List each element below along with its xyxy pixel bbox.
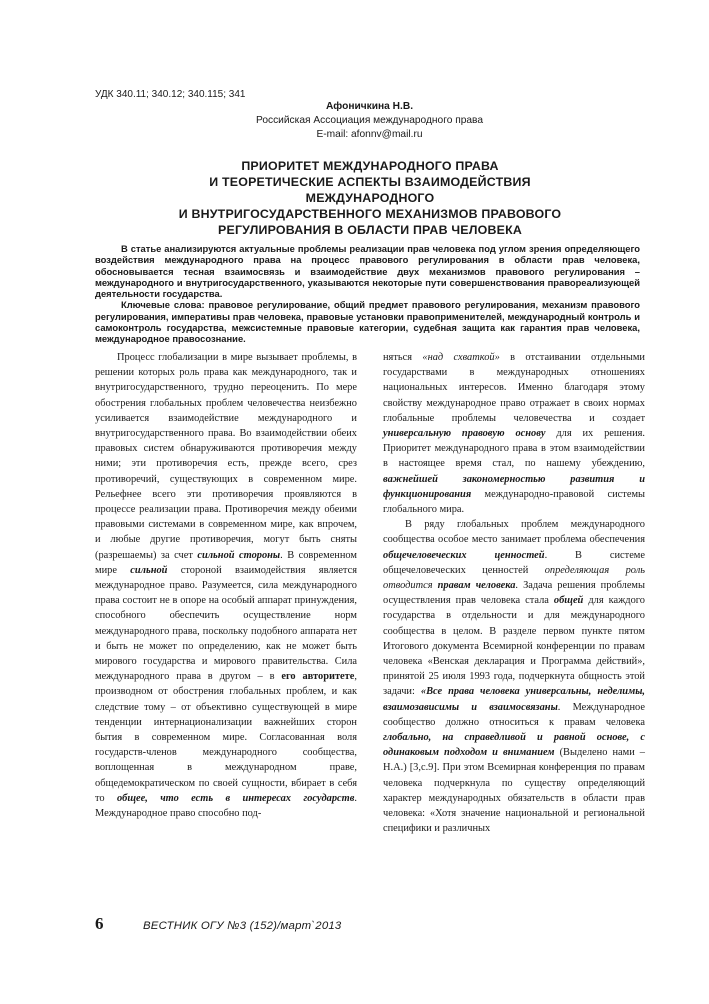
abstract-text: В статье анализируются актуальные проблемы реализации прав человека под углом зрения определяющего воздействия международного права на процесс правового регулирования в области прав человека, обосновывается тесная взаимосвязь и взаимодействие двух механизмов правового регулирования – международного и внутригосударственного, указываются некоторые пути совершенствования правореализующей деятельности государства.: [95, 243, 640, 300]
author-block: [0, 100, 709, 142]
body-text: Процесс глобализации в мире вызывает проблемы, в решении которых роль права как международного, так и внутригосударственного, трудно переоценить. По мере обострения глобальных проблем человечества неизбежно усиливается взаимодействие международного и внутригосударственного права. Во взаимодействии обеих правовых систем обнаруживаются противоречия между ними; эти противоречия есть, прежде всего, срез противоречий, существующих в современном мире. Рельефнее всего эти противоречия проявляются в процессе реализации права. Противоречия между обеими правовыми системами в современном мире, как впрочем, и любые другие противоречия, могут быть сняты (разрешаемы) за счет: [95, 352, 357, 561]
emphasis-text: правам человека: [437, 580, 516, 592]
body-text: няться: [383, 352, 423, 363]
body-text: В ряду глобальных проблем международного сообщества особое место занимает проблема обеспечения: [383, 519, 645, 546]
emphasis-text: общей: [553, 595, 584, 607]
body-text: международно-правовой системы глобального мира.: [383, 488, 645, 516]
abstract: [95, 243, 640, 345]
author-affiliation: Российская Ассоциация международного права: [255, 115, 484, 126]
emphasis-text: универсальную правовую основу: [383, 428, 546, 440]
body-paragraph: [95, 350, 357, 821]
emphasis-text: его авторитете: [281, 671, 355, 683]
title-line: РЕГУЛИРОВАНИЯ В ОБЛАСТИ ПРАВ ЧЕЛОВЕКА: [218, 223, 522, 237]
page-footer: [95, 914, 495, 941]
author-name: Афоничкина Н.В.: [325, 101, 414, 112]
body-column-left: [95, 350, 357, 821]
body-text: (Выделено нами – Н.А.) [3,с.9]. При этом Всемирная конференция по правам человека подчеркнула по существу определяющий характер международных обязательств в области прав человека: «Хотя значение национальной и региональной специфики и различных: [383, 747, 645, 835]
journal-name: ВЕСТНИК ОГУ №3 (152)/март`2013: [143, 920, 342, 932]
body-text: . Международное сообщество должно относиться к правам человека: [383, 701, 645, 728]
emphasis-text: «Все права человека универсальны, неделимы, взаимозависимы и взаимосвязаны: [383, 686, 645, 713]
body-text: стороной взаимодействия является международное право. Разумеется, сила международного права состоит не в опоре на особый аппарат принуждения, способного обеспечить осуществление норм международного права, поскольку подобного аппарата нет и быть не может по определению, как не может быть мирового государства и мирового правительства. Сила международного права в другом – в: [95, 564, 357, 683]
title-line: И ТЕОРЕТИЧЕСКИЕ АСПЕКТЫ ВЗАИМОДЕЙСТВИЯ МЕЖДУНАРОДНОГО: [209, 175, 531, 205]
body-text: для каждого государства в отдельности и для международного сообщества в целом. В разделе первом пункте пятом Итогового документа Всемирной конференции по правам человека «Венская декларация и Программа действий», принятой 25 июля 1993 года, подчеркнута общность этой задачи:: [383, 595, 645, 698]
page-number: 6: [95, 914, 104, 933]
article-title: [150, 158, 590, 238]
title-line: ПРИОРИТЕТ МЕЖДУНАРОДНОГО ПРАВА: [241, 159, 499, 173]
body-column-right: [383, 350, 645, 837]
body-text: . Международное право способно под-: [95, 792, 358, 820]
emphasis-text: глобально, на справедливой и равной основе, с одинаковым подходом и вниманием: [383, 732, 645, 759]
body-paragraph: [383, 517, 645, 836]
emphasis-text: общее, что есть в интересах государств: [116, 792, 355, 804]
emphasis-text: определяющая роль отводится: [383, 564, 645, 592]
udc-code: УДК 340.11; 340.12; 340.115; 341: [95, 89, 246, 100]
author-email: E-mail: afonnv@mail.ru: [316, 129, 423, 140]
emphasis-text: важнейшей закономерностью развития и функционирования: [383, 473, 645, 500]
body-text: , производном от обострения глобальных проблем, и как следствие тому – от объективно существующей в мире тенденции интернационализации важнейших сторон бытия в современном мире. Согласованная воля государств-членов международного сообщества, воплощенная в международном праве, общедемократическом по своей сущности, вбирает в себя то: [95, 671, 357, 804]
keywords: Ключевые слова: правовое регулирование, общий предмет правового регулирования, механизм правового регулирования, императивы прав человека, правовые установки правоприменителей, международный контроль и самоконтроль государства, межсистемные правовые категории, судебная защита как гарантия прав человека, международное правосознание.: [95, 299, 640, 345]
body-text: для их решения. Приоритет международного права в этом взаимодействии в настоящее время стал, по нашему убеждению,: [383, 428, 646, 470]
emphasis-text: сильной: [130, 564, 168, 576]
body-text: в отстаивании отдельными государствами в международных отношениях национальных интересов. Именно благодаря этому свойству международное право отражает в своих нормах глобальные проблемы человечества и создает: [383, 352, 645, 424]
body-text: . В системе общечеловеческих ценностей: [383, 549, 645, 576]
emphasis-text: сильной стороны: [197, 549, 281, 561]
emphasis-text: «над схваткой»: [422, 352, 500, 363]
body-text: . Задача решения проблемы осуществления прав человека стала: [383, 580, 645, 607]
emphasis-text: общечеловеческих ценностей: [383, 549, 545, 561]
body-text: . В современном мире: [95, 549, 358, 576]
body-paragraph: [383, 350, 645, 517]
title-line: И ВНУТРИГОСУДАРСТВЕННОГО МЕХАНИЗМОВ ПРАВОВОГО: [178, 207, 562, 221]
